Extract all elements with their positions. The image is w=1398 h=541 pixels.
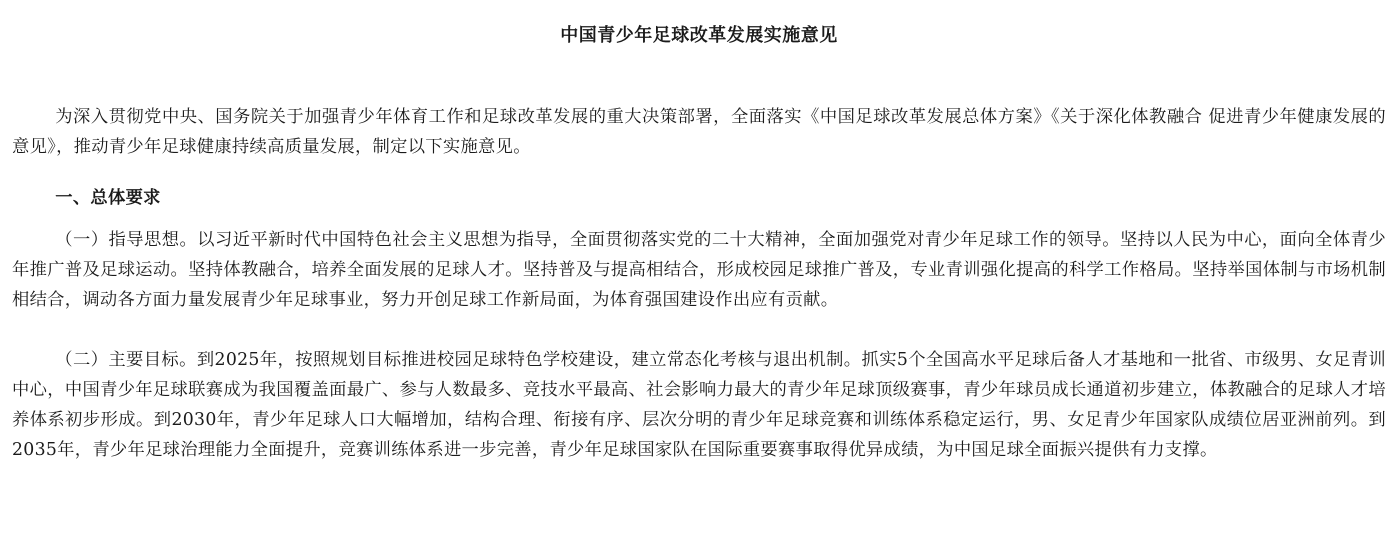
guiding-ideology-paragraph: （一）指导思想。以习近平新时代中国特色社会主义思想为指导，全面贯彻落实党的二十大精神，全面加强党对青少年足球工作的领导。坚持以人民为中心，面向全体青少年推广普及足球运动。坚持体教融合，培养全面发展的足球人才。坚持普及与提高相结合，形成校园足球推广普及，专业青训强化提高的科学工作格局。坚持举国体制与市场机制相结合，调动各方面力量发展青少年足球事业，努力开创足球工作新局面，为体育强国建设作出应有贡献。	[12, 230, 1386, 310]
section-heading-general-requirements: 一、总体要求	[55, 188, 161, 208]
document-title: 中国青少年足球改革发展实施意见	[560, 25, 838, 46]
main-goals-paragraph: （二）主要目标。到2025年，按照规划目标推进校园足球特色学校建设，建立常态化考核与退出机制。抓实5个全国高水平足球后备人才基地和一批省、市级男、女足青训中心，中国青少年足球联赛成为我国覆盖面最广、参与人数最多、竞技水平最高、社会影响力最大的青少年足球顶级赛事，青少年球员成长通道初步建立，体教融合的足球人才培养体系初步形成。到2030年，青少年足球人口大幅增加，结构合理、衔接有序、层次分明的青少年足球竞赛和训练体系稳定运行，男、女足青少年国家队成绩位居亚洲前列。到2035年，青少年足球治理能力全面提升，竞赛训练体系进一步完善，青少年足球国家队在国际重要赛事取得优异成绩，为中国足球全面振兴提供有力支撑。	[12, 350, 1386, 460]
intro-paragraph: 为深入贯彻党中央、国务院关于加强青少年体育工作和足球改革发展的重大决策部署，全面落实《中国足球改革发展总体方案》《关于深化体教融合 促进青少年健康发展的意见》，推动青少年足球健康持续高质量发展，制定以下实施意见。	[12, 107, 1386, 157]
